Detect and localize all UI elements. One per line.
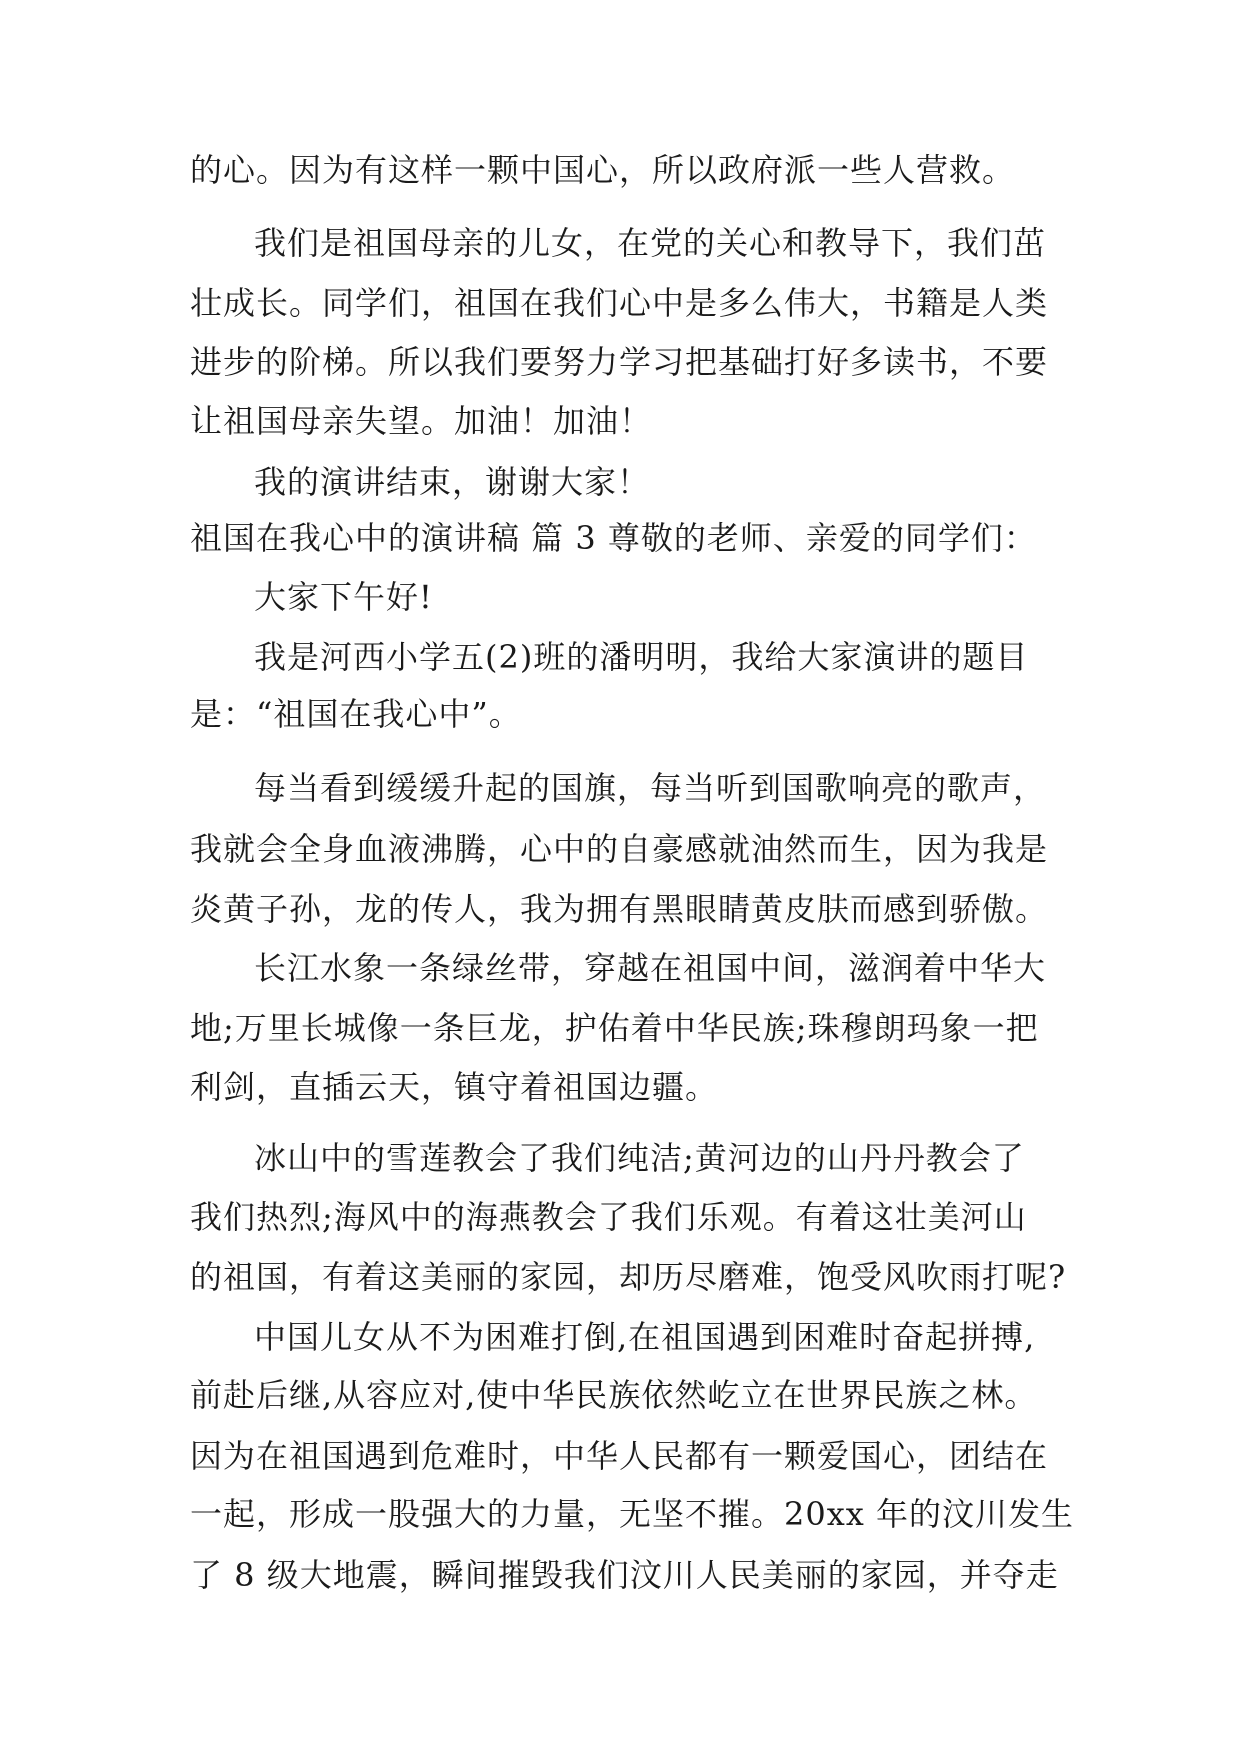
text-line: 的心。因为有这样一颗中国心，所以政府派一些人营救。 (190, 151, 1016, 189)
text-line: 一起，形成一股强大的力量，无坚不摧。20xx 年的汶川发生 (190, 1495, 1074, 1533)
paragraph-first-line: 每当看到缓缓升起的国旗，每当听到国歌响亮的歌声， (254, 769, 1047, 807)
text-line: 是：“祖国在我心中”。 (190, 695, 522, 733)
text-line: 让祖国母亲失望。加油！加油！ (190, 402, 653, 440)
paragraph-first-line: 我是河西小学五(2)班的潘明明，我给大家演讲的题目 (254, 638, 1029, 676)
paragraph-first-line: 大家下午好! (254, 578, 433, 616)
text-line: 我们热烈;海风中的海燕教会了我们乐观。有着这壮美河山 (190, 1198, 1027, 1236)
text-line: 前赴后继,从容应对,使中华民族依然屹立在世界民族之林。 (190, 1376, 1038, 1414)
text-line: 我就会全身血液沸腾，心中的自豪感就油然而生，因为我是 (190, 830, 1049, 868)
text-line: 壮成长。同学们，祖国在我们心中是多么伟大，书籍是人类 (190, 284, 1049, 322)
section-heading-line: 祖国在我心中的演讲稿 篇 3 尊敬的老师、亲爱的同学们： (190, 519, 1037, 557)
text-line: 的祖国，有着这美丽的家园，却历尽磨难，饱受风吹雨打呢? (190, 1258, 1067, 1296)
text-line: 利剑，直插云天，镇守着祖国边疆。 (190, 1068, 719, 1106)
paragraph-first-line: 长江水象一条绿丝带，穿越在祖国中间，滋润着中华大 (254, 949, 1047, 987)
text-line: 因为在祖国遇到危难时，中华人民都有一颗爱国心，团结在 (190, 1437, 1049, 1475)
text-line: 炎黄子孙，龙的传人，我为拥有黑眼睛黄皮肤而感到骄傲。 (190, 890, 1049, 928)
text-line: 了 8 级大地震，瞬间摧毁我们汶川人民美丽的家园，并夺走 (190, 1556, 1059, 1594)
paragraph-first-line: 中国儿女从不为困难打倒,在祖国遇到困难时奋起拼搏, (254, 1318, 1036, 1356)
text-line: 地;万里长城像一条巨龙，护佑着中华民族;珠穆朗玛象一把 (190, 1009, 1039, 1047)
paragraph-first-line: 冰山中的雪莲教会了我们纯洁;黄河边的山丹丹教会了 (254, 1139, 1025, 1177)
paragraph-first-line: 我们是祖国母亲的儿女，在党的关心和教导下，我们茁 (254, 224, 1047, 262)
text-line: 进步的阶梯。所以我们要努力学习把基础打好多读书，不要 (190, 343, 1049, 381)
paragraph-first-line: 我的演讲结束，谢谢大家！ (254, 463, 651, 501)
